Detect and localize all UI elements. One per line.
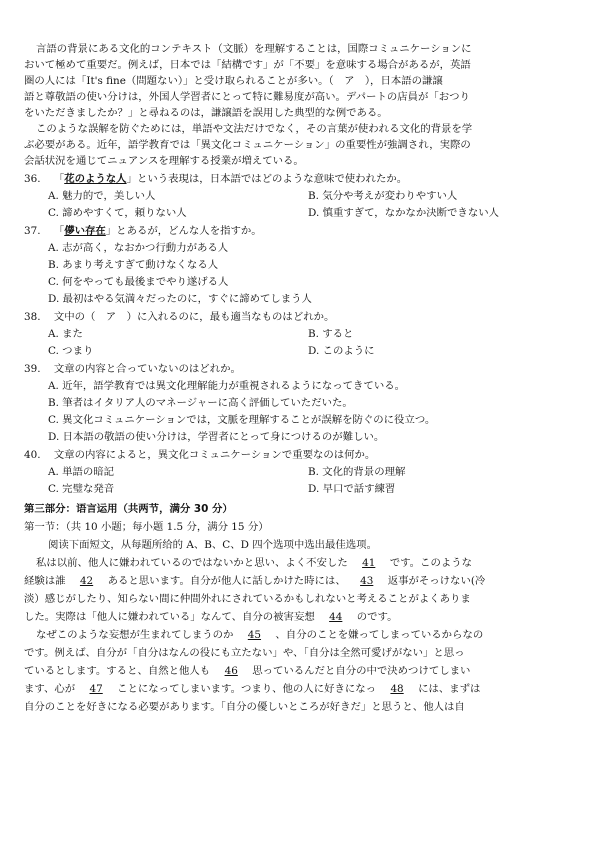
cloze-text: 、自分のことを嫌ってしまっているからなの xyxy=(275,629,484,641)
cloze-text: なぜこのような妄想が生まれてしまうのか xyxy=(36,629,234,641)
cloze-text: 返事がそっけない(冷 xyxy=(387,575,486,587)
stem-text: 「 xyxy=(53,225,65,237)
cloze-line xyxy=(24,574,485,588)
blank-48[interactable]: 48 xyxy=(390,683,404,695)
cloze-text: ているとします。すると、自然と他人も xyxy=(24,665,211,677)
option-c[interactable]: C. 異文化コミュニケーションでは，文脈を理解することが誤解を防ぐのに役立つ。 xyxy=(48,414,436,426)
option-d[interactable]: D. このように xyxy=(308,345,375,357)
option-b[interactable]: B. 気分や考えが変わりやすい人 xyxy=(308,190,458,202)
option-c[interactable]: C. 諦めやすくて，頼りない人 xyxy=(48,207,187,219)
question-number: 38. xyxy=(24,311,41,323)
passage-line: をいただきましたか？」と尋ねるのは，謙譲語を誤用した典型的な例である。 xyxy=(24,107,388,119)
passage-line: 会話状況を通じてニュアンスを理解する授業が増えている。 xyxy=(24,155,304,167)
cloze-text: ます、心が xyxy=(24,683,76,695)
question-40-stem xyxy=(24,448,375,462)
cloze-text: です。このような xyxy=(389,557,473,569)
cloze-line xyxy=(24,664,470,678)
blank-43[interactable]: 43 xyxy=(360,575,374,587)
cloze-text: した。実際は「他人に嫌われている」なんて、自分の被害妄想 xyxy=(24,611,315,623)
option-d[interactable]: D. 慎重すぎて，なかなか決断できない人 xyxy=(308,207,499,219)
passage-line: このような誤解を防ぐためには，単語や文法だけでなく，その言葉が使われる文化的背景を学 xyxy=(36,123,473,135)
blank-47[interactable]: 47 xyxy=(89,683,103,695)
option-d[interactable]: D. 日本語の敬語の使い分けは，学習者にとって身につけるのが難しい。 xyxy=(48,431,385,443)
cloze-line: です。例えば、自分が「自分はなんの役にも立たない」や、「自分は全然可愛げがない」と思っ xyxy=(24,647,465,659)
cloze-line: 自分のことを好きになる必要があります。「自分の優しいところが好きだ」と思うと、他人は自 xyxy=(24,701,465,713)
cloze-line xyxy=(36,556,472,570)
option-a[interactable]: A. 志が高く，なおかつ行動力がある人 xyxy=(48,242,229,254)
question-36-stem xyxy=(24,172,407,186)
stem-text: 文章の内容と合っていないのはどれか。 xyxy=(53,363,241,375)
cloze-text: あると思います。自分が他人に話しかけた時には、 xyxy=(107,575,346,587)
option-b[interactable]: B. すると xyxy=(308,328,354,340)
passage-line: 言語の背景にある文化的コンテキスト（文脈）を理解することは，国際コミュニケーションに xyxy=(36,43,472,55)
underlined-phrase: 花のような人 xyxy=(64,173,127,185)
blank-46[interactable]: 46 xyxy=(224,665,238,677)
option-c[interactable]: C. 完璧な発音 xyxy=(48,483,115,495)
option-c[interactable]: C. つまり xyxy=(48,345,94,357)
section-title: 第三部分：语言运用（共两节，满分 30 分） xyxy=(24,503,233,515)
stem-text: 文章の内容によると，異文化コミュニケーションで重要なのは何か。 xyxy=(53,449,376,461)
question-number: 40. xyxy=(24,449,41,461)
cloze-text: のです。 xyxy=(356,611,398,623)
stem-text: 」とあるが，どんな人を指すか。 xyxy=(105,225,262,237)
question-39-stem xyxy=(24,362,241,376)
blank-45[interactable]: 45 xyxy=(247,629,262,641)
cloze-text: ことになってしまいます。つまり、他の人に好きになっ xyxy=(117,683,377,695)
option-a[interactable]: A. 単語の暗記 xyxy=(48,466,115,478)
passage-line: 圏の人には「It's fine（問題ない）」と受け取られることが多い。（ ア ），日本語の謙譲 xyxy=(24,75,443,87)
stem-text: 」という表現は，日本語ではどのような意味で使われたか。 xyxy=(126,173,408,185)
cloze-text: 思っているんだと自分の中で決めつけてしまい xyxy=(252,665,471,677)
option-c[interactable]: C. 何をやっても最後までやり遂げる人 xyxy=(48,276,229,288)
option-b[interactable]: B. 文化的背景の理解 xyxy=(308,466,406,478)
question-37-stem xyxy=(24,224,262,238)
option-a[interactable]: A. 近年，語学教育では異文化理解能力が重視されるようになってきている。 xyxy=(48,380,405,392)
option-a[interactable]: A. また xyxy=(48,328,83,340)
option-d[interactable]: D. 最初はやる気満々だったのに，すぐに諦めてしまう人 xyxy=(48,293,312,305)
cloze-line xyxy=(24,682,480,696)
option-b[interactable]: B. あまり考えすぎて動けなくなる人 xyxy=(48,259,219,271)
passage-line: ぶ必要がある。近年，語学教育では「異文化コミュニケーション」の重要性が強調され，実際の xyxy=(24,139,471,151)
cloze-line xyxy=(24,610,397,624)
cloze-line: 淡）感じがしたり、知らない間に仲間外れにされているかもしれないと考えることがよくありま xyxy=(24,593,471,605)
cloze-text: 私は以前、他人に嫌われているのではないかと思い、よく不安した xyxy=(36,557,348,569)
cloze-line xyxy=(36,628,483,642)
stem-text: 「 xyxy=(53,173,65,185)
option-b[interactable]: B. 筆者はイタリア人のマネージャーに高く評価していただいた。 xyxy=(48,397,353,409)
cloze-text: 経験は誰 xyxy=(24,575,66,587)
question-number: 37. xyxy=(24,225,41,237)
question-number: 39. xyxy=(24,363,41,375)
question-number: 36. xyxy=(24,173,41,185)
stem-text: 文中の（ ア ）に入れるのに，最も適当なものはどれか。 xyxy=(53,311,335,323)
passage-line: 語と尊敬語の使い分けは，外国人学習者にとって特に難易度が高い。デパートの店員が「おつり xyxy=(24,91,470,103)
question-38-stem xyxy=(24,310,334,324)
option-d[interactable]: D. 早口で話す練習 xyxy=(308,483,396,495)
section-subtitle: 第一节：（共 10 小题；每小题 1.5 分，满分 15 分） xyxy=(24,521,269,533)
blank-44[interactable]: 44 xyxy=(329,611,343,623)
cloze-text: には、まずは xyxy=(418,683,481,695)
underlined-phrase: 儚い存在 xyxy=(64,225,106,237)
passage-line: おいて極めて重要だ。例えば，日本では「結構です」が「不要」を意味する場合があるが，英語 xyxy=(24,59,471,71)
section-instruction: 阅读下面短文，从每题所给的 A、B、C、D 四个选项中选出最佳选项。 xyxy=(48,539,377,551)
blank-42[interactable]: 42 xyxy=(79,575,94,587)
option-a[interactable]: A. 魅力的で，美しい人 xyxy=(48,190,156,202)
blank-41[interactable]: 41 xyxy=(362,557,376,569)
